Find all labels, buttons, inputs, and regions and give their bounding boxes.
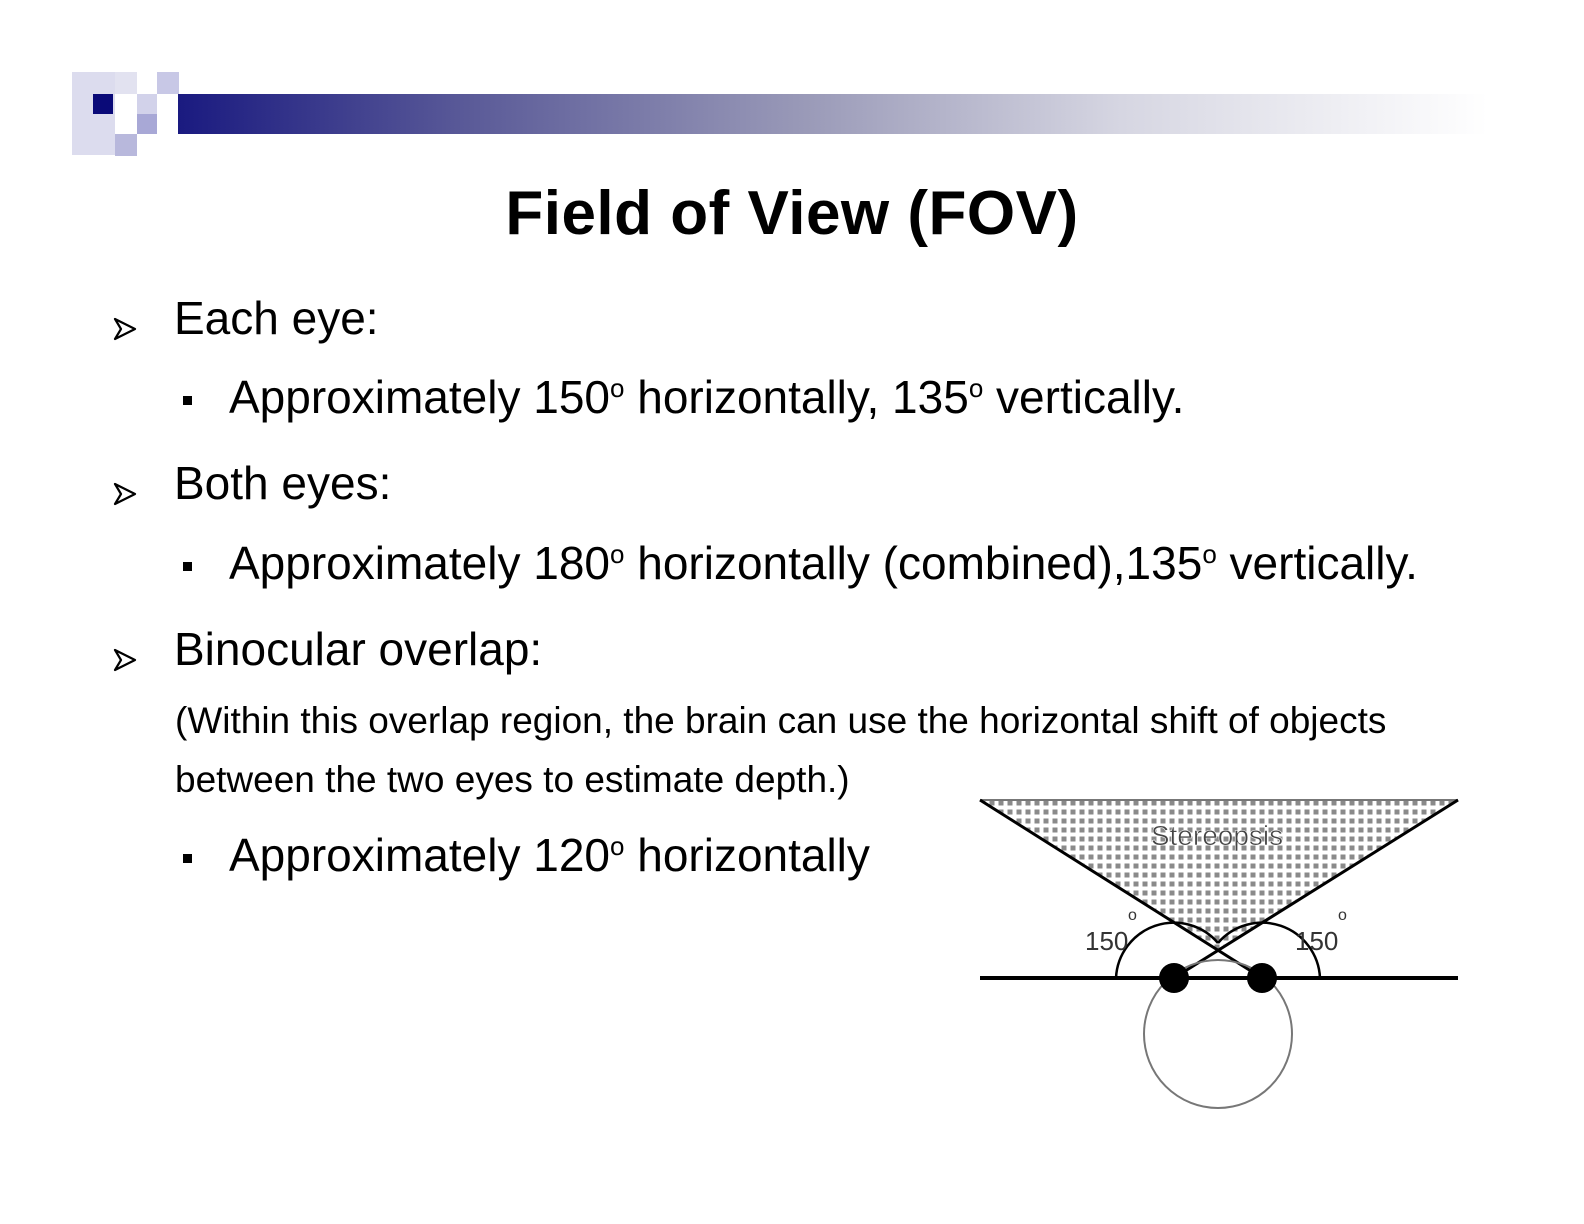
sub-bullet-text: Approximately 150$^o$ horizontally, 135$^o$ vertically. xyxy=(229,371,1185,423)
arrow-bullet-icon xyxy=(112,634,138,680)
fov-diagram xyxy=(970,790,1470,1125)
overlap-note-line-1: (Within this overlap region, the brain can use the horizontal shift of objects xyxy=(175,700,1387,741)
fov-diagram-svg xyxy=(970,790,1470,1120)
square-bullet-icon xyxy=(183,854,192,863)
right-degree-symbol: o xyxy=(1338,907,1347,924)
sub-bullet-text: Approximately 120$^o$ horizontally xyxy=(229,829,870,881)
stereopsis-label: Stereopsis xyxy=(1150,820,1284,851)
slide-title: Field of View (FOV) xyxy=(505,179,1079,248)
bullet-label: Both eyes: xyxy=(174,457,392,509)
right-angle-label: 150 xyxy=(1295,926,1339,956)
bullet-label: Binocular overlap: xyxy=(174,623,543,675)
header-gradient-bar xyxy=(178,94,1488,134)
square-bullet-icon xyxy=(183,396,192,405)
header-square-light-6 xyxy=(115,134,137,156)
bullet-label: Each eye: xyxy=(174,292,379,344)
header-square-dark xyxy=(93,94,113,114)
arrow-bullet-icon xyxy=(112,303,138,349)
header-square-light-3 xyxy=(137,94,157,114)
sub-bullet-text: Approximately 180$^o$ horizontally (combined),135$^o$ vertically. xyxy=(229,537,1418,589)
overlap-note-line-2: between the two eyes to estimate depth.) xyxy=(175,759,850,800)
header-square-light-2 xyxy=(115,72,137,94)
arrow-bullet-icon xyxy=(112,468,138,514)
header-square-light-4 xyxy=(157,72,179,94)
left-degree-symbol: o xyxy=(1128,907,1137,924)
left-angle-label: 150 xyxy=(1085,926,1129,956)
header-square-light-5 xyxy=(137,114,157,134)
right-eye-dot xyxy=(1247,963,1277,993)
left-eye-dot xyxy=(1159,963,1189,993)
square-bullet-icon xyxy=(183,562,192,571)
